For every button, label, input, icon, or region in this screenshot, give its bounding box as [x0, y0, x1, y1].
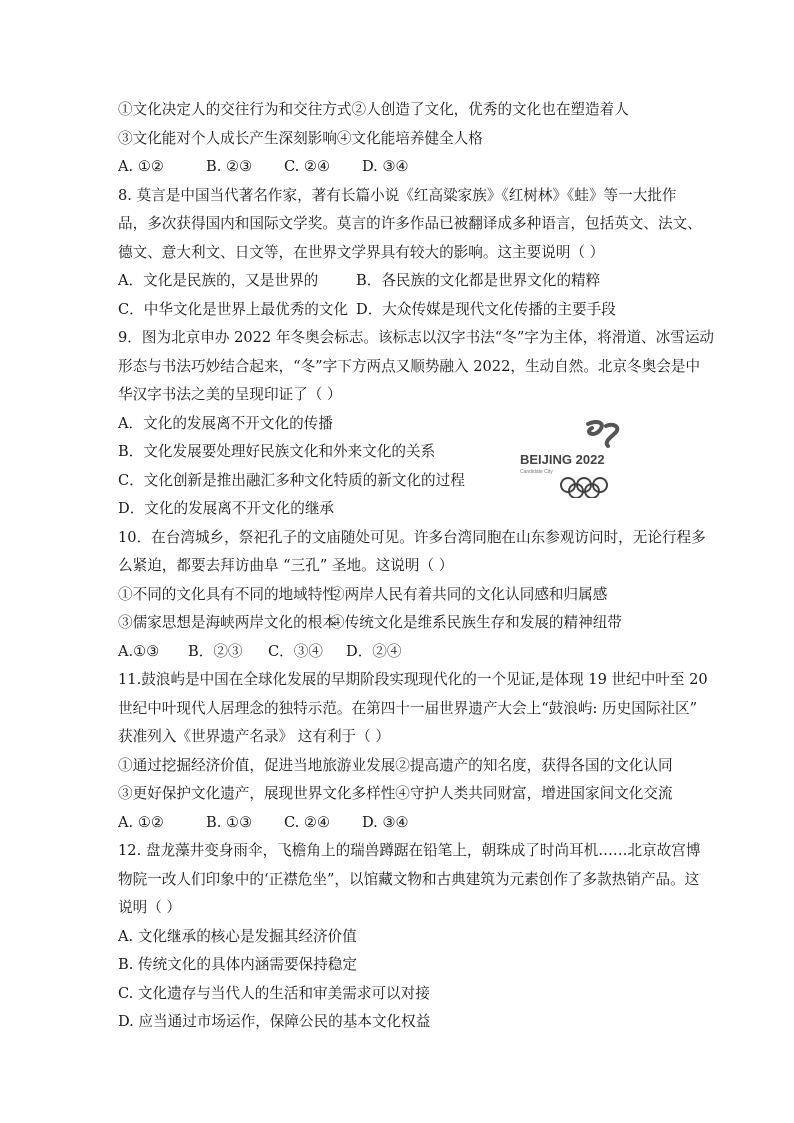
q10-option-d: D．②④ [346, 642, 402, 660]
q12-option-b: B. 传统文化的具体内涵需要保持稳定 [118, 956, 357, 973]
q11-option-c: C. ②④ [284, 813, 331, 831]
q7-option-d: D. ③④ [362, 158, 409, 175]
q12-option-a: A. 文化继承的核心是发掘其经济价值 [118, 927, 357, 945]
logo-text: BEIJING 2022 [520, 452, 605, 467]
q10-item-3: ③儒家思想是海峡两岸文化的根本 [118, 614, 337, 631]
q10-items-row-2 [118, 609, 688, 638]
q11-line-2: ③更好保护文化遗产，展现世界文化多样性④守护人类共同财富，增进国家间文化交流 [118, 785, 673, 802]
q9-stem-3: 华汉字书法之美的呈现印证了（ ） [118, 386, 342, 403]
beijing-2022-logo [518, 418, 678, 498]
q9-option-b: B．文化发展要处理好民族文化和外来文化的关系 [118, 443, 436, 460]
q8-stem-1: 8. 莫言是中国当代著名作家，著有长篇小说《红高粱家族》《红树林》《蛙》等一大批作 [118, 186, 677, 204]
q8-options-row-2 [118, 296, 688, 325]
q11-line-1: ①通过挖掘经济价值，促进当地旅游业发展②提高遗产的知名度，获得各国的文化认同 [118, 756, 673, 774]
q10-item-4: ④传统文化是维系民族生存和发展的精神纽带 [330, 614, 622, 631]
olympic-rings-icon [561, 478, 607, 498]
q11-stem-2: 世纪中叶现代人居理念的独特示范。在第四十一届世界遗产大会上“鼓浪屿: 历史国际社区” [118, 699, 698, 717]
q11-option-b: B. ①③ [206, 813, 253, 831]
q8-option-d: D．大众传媒是现代文化传播的主要手段 [356, 300, 616, 318]
q10-stem-2: 么紧迫，都要去拜访曲阜 “三孔” 圣地。这说明（ ） [118, 557, 454, 574]
q11-option-a: A. ①② [118, 813, 164, 831]
q10-options [118, 638, 688, 667]
q9-option-d: D．文化的发展离不开文化的继承 [118, 500, 335, 517]
q7-option-b: B. ②③ [206, 158, 253, 175]
q11-stem-1: 11.鼓浪屿是中国在全球化发展的早期阶段实现现代化的一个见证,是体现 19 世纪中叶至 20 [118, 671, 708, 688]
q12-option-d: D. 应当通过市场运作，保障公民的基本文化权益 [118, 1013, 431, 1030]
dong-calligraphy-mark [588, 422, 617, 446]
q11-option-d: D. ③④ [362, 813, 409, 831]
q9-option-a: A．文化的发展离不开文化的传播 [118, 414, 333, 432]
q10-option-b: B．②③ [188, 642, 243, 660]
q7-option-a: A. ①② [118, 158, 164, 175]
logo-subtext: Candidate City [520, 469, 553, 475]
q11-options [118, 809, 688, 838]
q10-option-a: A.①③ [118, 642, 160, 660]
q8-options-row-1 [118, 267, 688, 296]
q10-items-row-1 [118, 581, 688, 610]
q8-option-a: A．文化是民族的，又是世界的 [118, 272, 319, 289]
q10-item-1: ①不同的文化具有不同的地域特性 [118, 585, 337, 603]
q8-option-c: C．中华文化是世界上最优秀的文化 [118, 300, 349, 318]
q9-stem-1: 9．图为北京申办 2022 年冬奥会标志。该标志以汉字书法“冬”字为主体，将滑道、冰雪运动 [118, 329, 715, 346]
q8-stem-3: 德文、意大利文、日文等，在世界文学界具有较大的影响。这主要说明（ ） [118, 243, 605, 261]
q9-option-c: C．文化创新是推出融汇多种文化特质的新文化的过程 [118, 471, 465, 489]
q10-option-c: C．③④ [268, 642, 323, 660]
q12-stem-1: 12. 盘龙藻井变身雨伞，飞檐角上的瑞兽蹲踞在铅笔上，朝珠成了时尚耳机……北京故宫博 [118, 842, 701, 859]
q10-item-2: ②两岸人民有着共同的文化认同感和归属感 [330, 585, 608, 603]
q8-option-b: B．各民族的文化都是世界文化的精粹 [356, 272, 601, 289]
q8-stem-2: 品，多次获得国内和国际文学奖。莫言的许多作品已被翻译成多种语言，包括英文、法文、 [118, 215, 702, 232]
q7-option-c: C. ②④ [284, 158, 331, 175]
q7-line-1: ①文化决定人的交往行为和交往方式②人创造了文化，优秀的文化也在塑造着人 [118, 101, 629, 118]
q9-stem-2: 形态与书法巧妙结合起来，“冬”字下方两点又顺势融入 2022，生动自然。北京冬奥会是中 [118, 357, 701, 375]
q12-stem-3: 说明（ ） [118, 899, 182, 916]
q12-stem-2: 物院一改人们印象中的‘正襟危坐”，以馆藏文物和古典建筑为元素创作了多款热销产品。这 [118, 870, 700, 888]
q10-stem-1: 10．在台湾城乡，祭祀孔子的文庙随处可见。许多台湾同胞在山东参观访问时，无论行程多 [118, 528, 706, 546]
q11-stem-3: 获准列入《世界遗产名录》 这有利于（ ） [118, 728, 390, 745]
q12-option-c: C. 文化遗存与当代人的生活和审美需求可以对接 [118, 984, 430, 1002]
exam-page [118, 96, 715, 1037]
q7-options [118, 153, 688, 182]
q7-line-2: ③文化能对个人成长产生深刻影响④文化能培养健全人格 [118, 129, 483, 147]
